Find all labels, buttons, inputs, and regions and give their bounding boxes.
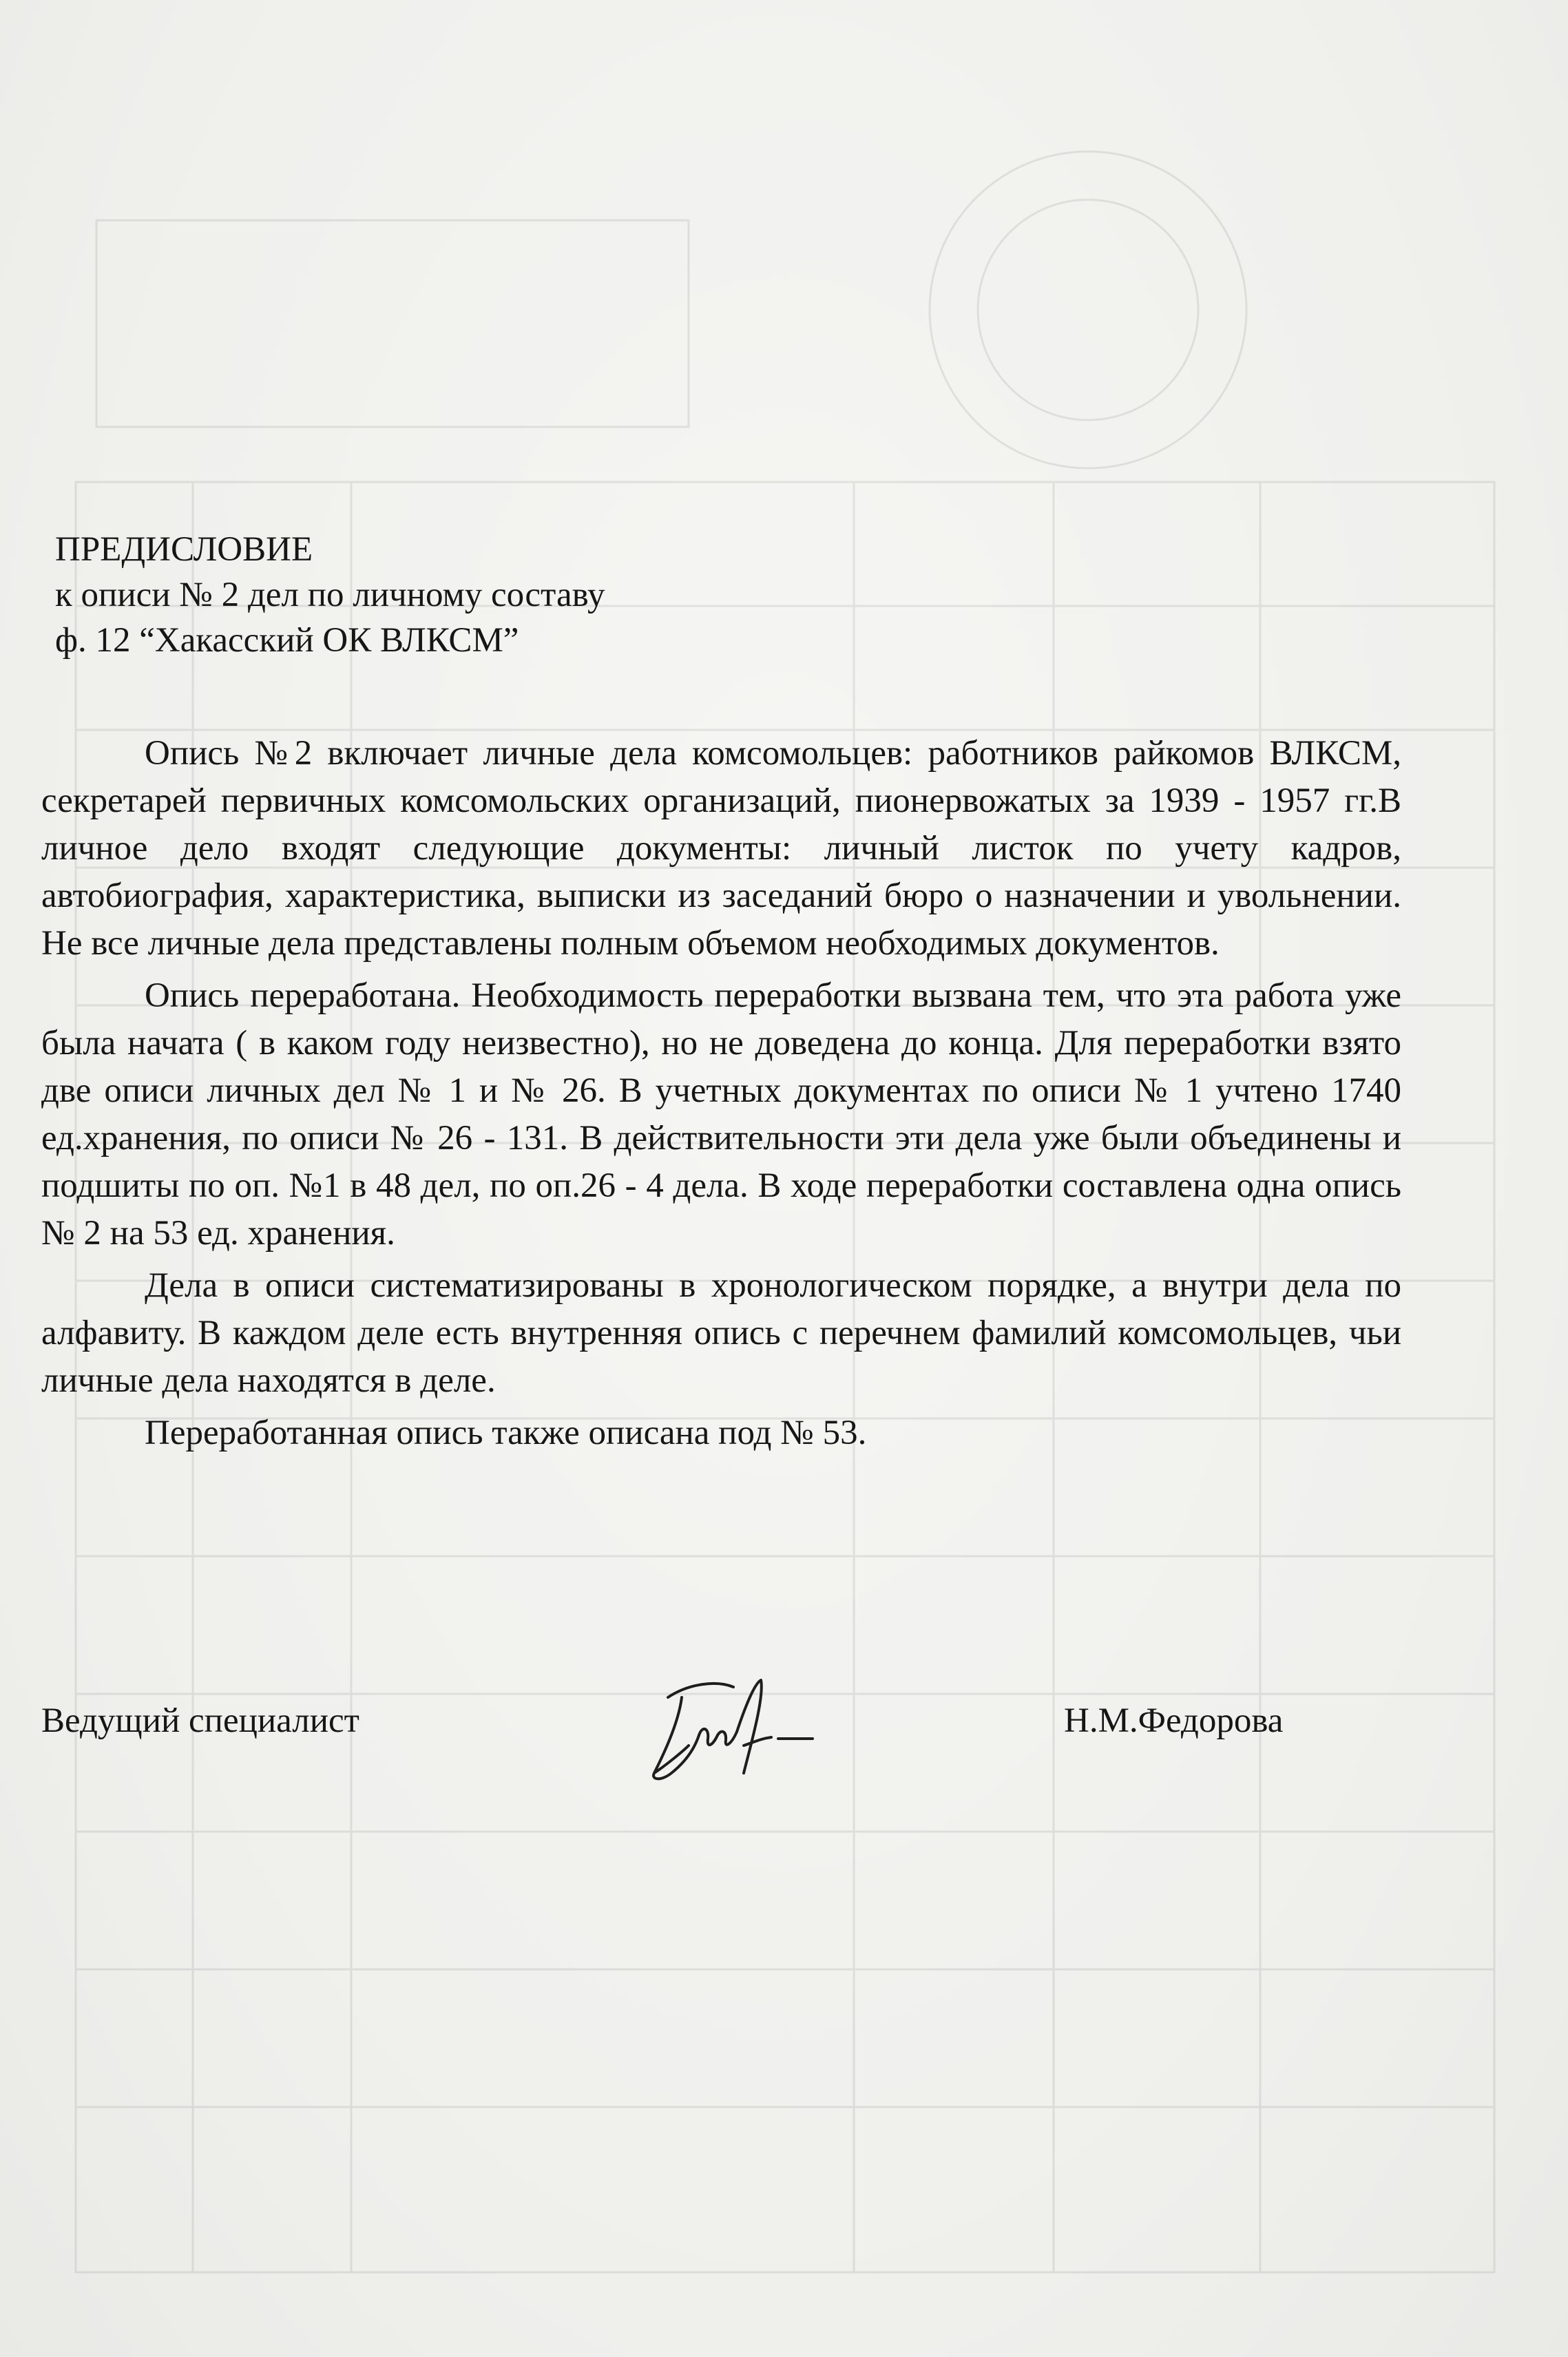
paragraph-3: Дела в описи систематизированы в хронологическом порядке, а внутри дела по алфавиту. В каждом деле есть внутренняя опись с перечнем фамилий комсомольцев, чьи личные дела находятся в деле. (41, 1266, 1401, 1400)
paragraph-4: Переработанная опись также описана под № 53. (145, 1414, 867, 1452)
heading-title: ПРЕДИСЛОВИЕ (55, 530, 313, 569)
signatory-name: Н.М.Федорова (1064, 1701, 1284, 1740)
heading-subtitle: к описи № 2 дел по личному составу (55, 576, 605, 614)
paragraph-1: Опись №2 включает личные дела комсомольцев: работников райкомов ВЛКСМ, секретарей первичных комсомольских организаций, пионервожатых за 1939 - 1957 гг.В личное дело входят следующие документы: личный листок по учету кадров, автобиография, характеристика, выписки из заседаний бюро о назначении и увольнении. Не все личные дела представлены полным объемом необходимых документов. (41, 734, 1401, 963)
heading-fund: ф. 12 “Хакасский ОК ВЛКСМ” (55, 621, 519, 660)
signatory-role: Ведущий специалист (41, 1701, 359, 1740)
paragraph-2: Опись переработана. Необходимость переработки вызвана тем, что эта работа уже была начата ( в каком году неизвестно), но не доведена до конца. Для переработки взято две описи личных дел № 1 и № 26. В учетных документах по описи № 1 учтено 1740 ед.хранения, по описи № 26 - 131. В действительности эти дела уже были объединены и подшиты по оп. №1 в 48 дел, по оп.26 - 4 дела. В ходе переработки составлена одна опись № 2 на 53 ед. хранения. (41, 976, 1401, 1253)
document-heading (55, 527, 605, 663)
document-body (41, 730, 1401, 1462)
handwritten-signature (640, 1670, 819, 1787)
